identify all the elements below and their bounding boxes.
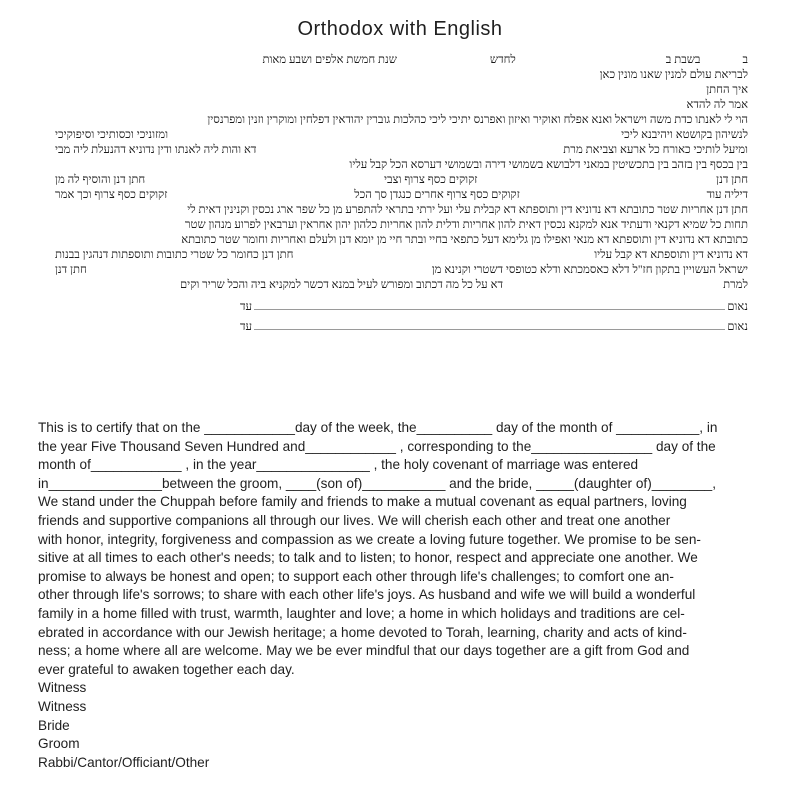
english-line: month of____________ , in the year_______________ , the holy covenant of marriage was entered (38, 457, 639, 473)
english-line: the year Five Thousand Seven Hundred and____________ , corresponding to the________________ day of the (38, 438, 716, 454)
hebrew-segment: ב (742, 54, 748, 66)
witness-signature-label: Witness (38, 680, 87, 696)
hebrew-witness-signature-row-1 (55, 293, 748, 313)
hebrew-segment: ומיעל לותיכי כאורח כל ארעא וצביאת מרת (563, 144, 748, 156)
page-title: Orthodox with English (297, 18, 503, 40)
hebrew-segment: זקוקים כסף צרוף אחרים כנגדן סך הכל (354, 189, 520, 201)
hebrew-line-said: אמר לה להדא (686, 99, 748, 111)
witness-ed-label: עד (240, 321, 253, 333)
hebrew-line-surety-2: תחות כל שמיא דקנאי ודעתיד אנא למקנא נכסין דאית להון אחריות ודלית להון אחריות כלהון יהון אחראין וערבאין לפרוע מנהון שטר (184, 219, 748, 231)
english-line: other through life's sorrows; to share with each other life's joys. As husband and wife we will build a wonderful (38, 587, 696, 603)
hebrew-segment: דא על כל מה דכתוב ומפורש לעיל במנא דכשר למקניא ביה והכל שריר וקים (180, 279, 503, 291)
hebrew-line-kinyan (55, 263, 748, 278)
hebrew-segment: דיליה עוד (706, 189, 748, 201)
english-line: ever grateful to awaken together each day. (38, 661, 295, 677)
hebrew-text-block (55, 53, 748, 333)
witness-signature-label: Witness (38, 698, 87, 714)
hebrew-segment: לחדש (489, 54, 516, 66)
hebrew-line-support (55, 128, 748, 143)
english-line: family in a home filled with trust, warmth, laughter and love; a home in which holidays and traditions are cel- (38, 605, 685, 621)
hebrew-segment: לנשיהון בקושטא ויהיבנא ליכי (621, 129, 748, 141)
english-line: with honor, integrity, forgiveness and compassion as we create a loving future together. We promise to be sen- (38, 531, 701, 547)
hebrew-segment: דא והות ליה לאנתו ודין נדוניא דהנעלת ליה מבי (55, 144, 257, 156)
hebrew-line-zekukim-1 (55, 173, 748, 188)
witness-ed-label: עד (240, 301, 253, 313)
hebrew-line-obligation (55, 248, 748, 263)
hebrew-segment: ישראל העשויין בתקון חז"ל דלא כאסמכתא ודלא כטופסי דשטרי וקנינא מן (431, 264, 748, 276)
english-line: friends and supportive companions all through our lives. We will cherish each other and treat one another (38, 512, 671, 528)
hebrew-segment: חתן דנן (55, 264, 87, 276)
neum-label: נאום (727, 301, 748, 313)
hebrew-line-bride (55, 143, 748, 158)
hebrew-line-dowry: בין בכסף בין בזהב בין בתכשיטין במאני דלבושא בשמושי דירה ובשמושי דערסא הכל קבל עליו (349, 159, 748, 171)
english-line: ness; a home where all are welcome. May we be ever mindful that our days together are a gift from God and (38, 643, 690, 659)
officiant-signature-label: Rabbi/Cantor/Officiant/Other (38, 754, 210, 770)
hebrew-witness-signature-row-2 (55, 313, 748, 333)
hebrew-line-surety-3: כתובתא דא נדוניא דין ותוספתא דא מנאי ואפילו מן גלימא דעל כתפאי בחיי ובתר חיי מן יומא דנן ולעלם ואחריות וחומר שטר כתובתא (181, 234, 748, 246)
hebrew-segment: זקוקים כסף צרוף וצבי (383, 174, 478, 186)
hebrew-line-vow: הוי לי לאנתו כדת משה וישראל ואנא אפלח ואוקיר ואיזון ואפרנס יתיכי ליכי כהלכות גוברין יהודאין דפלחין ומוקרין וזנין ומפרנסין (207, 114, 748, 126)
english-line: We stand under the Chuppah before family and friends to make a mutual covenant as equal partners, loving (38, 494, 687, 510)
neum-label: נאום (727, 321, 748, 333)
hebrew-segment: ומזוניכי וכסותיכי וסיפוקיכי (55, 129, 169, 141)
hebrew-segment: חתן דנן והוסיף לה מן (55, 174, 146, 186)
bride-signature-label: Bride (38, 717, 70, 733)
hebrew-line-groom: איך החתן (706, 84, 748, 96)
hebrew-segment: זקוקים כסף צרוף וכך אמר (55, 189, 168, 201)
hebrew-segment: בשבת ב (665, 54, 701, 66)
english-text-block (38, 419, 780, 772)
hebrew-line-closing (55, 278, 748, 293)
hebrew-line-zekukim-2 (55, 188, 748, 203)
english-line: promise to always be honest and open; to support each other through life's challenges; to comfort one an- (38, 568, 674, 584)
hebrew-line-surety-1: חתן דנן אחריות שטר כתובתא דא נדוניא דין ותוספתא דא קבלית עלי ועל ירתי בתראי להתפרע מן כל שפר ארג נכסין וקנינין דאית לי (187, 204, 748, 216)
english-line: in_______________between the groom, ____(son of)___________ and the bride, _____(daughter of)________, (38, 475, 716, 491)
hebrew-line-date (55, 53, 748, 68)
english-line: ebrated in accordance with our Jewish heritage; a home devoted to Torah, learning, charity and acts of kind- (38, 624, 687, 640)
signature-line (254, 325, 725, 330)
hebrew-segment: למרת (723, 279, 748, 291)
hebrew-line-place: לבריאת עולם למנין שאנו מונין כאן (599, 69, 748, 81)
hebrew-segment: דא נדוניא דין ותוספתא דא קבל עליו (594, 249, 748, 261)
hebrew-segment: חתן דנן כחומר כל שטרי כתובות ותוספתות דנהגין בבנות (55, 249, 294, 261)
signature-line (254, 305, 725, 310)
english-line: This is to certify that on the ____________day of the week, the__________ day of the month of ___________, in (38, 420, 718, 435)
hebrew-segment: חתן דנן (716, 174, 748, 186)
groom-signature-label: Groom (38, 736, 80, 752)
hebrew-segment: שנת חמשת אלפים ושבע מאות (262, 54, 397, 66)
english-line: sitive at all times to each other's needs; to talk and to listen; to honor, respect and appreciate one another. We (38, 550, 698, 566)
